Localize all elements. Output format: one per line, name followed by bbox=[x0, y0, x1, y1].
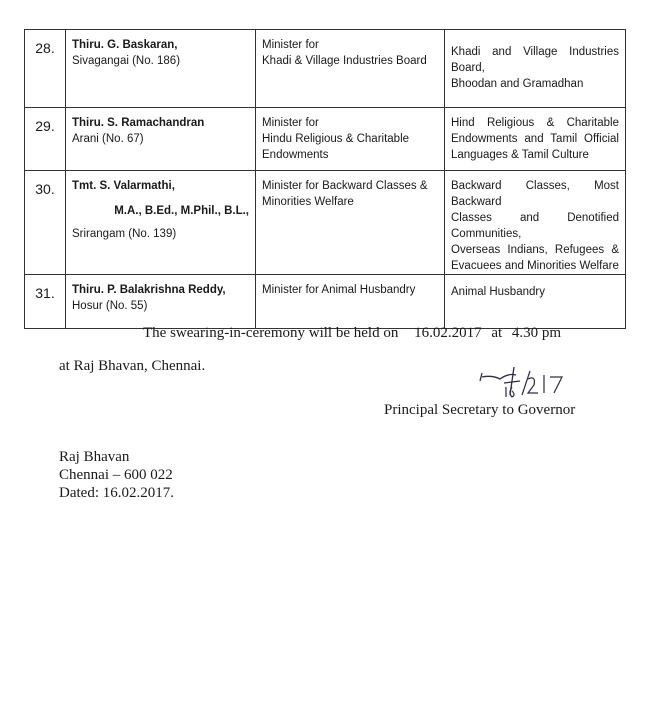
constituency: Srirangam (No. 139) bbox=[72, 228, 177, 240]
constituency: Sivagangai (No. 186) bbox=[72, 55, 181, 67]
table-row bbox=[25, 275, 626, 329]
ministers-table bbox=[24, 29, 626, 329]
portfolio-line: Animal Husbandry bbox=[451, 286, 545, 298]
post-line: Minister for bbox=[262, 117, 319, 129]
table-row bbox=[25, 171, 626, 275]
ceremony-text: The swearing-in-ceremony will be held on bbox=[143, 325, 399, 341]
table-row bbox=[25, 30, 626, 108]
footer-date: Dated: 16.02.2017. bbox=[59, 485, 174, 501]
post-cell bbox=[256, 108, 445, 171]
constituency: Arani (No. 67) bbox=[72, 133, 144, 145]
post-cell bbox=[256, 171, 445, 275]
qualifications: M.A., B.Ed., M.Phil., B.L., bbox=[114, 205, 249, 217]
portfolio-line: Evacuees and Minorities Welfare bbox=[451, 260, 619, 272]
handwritten-signature bbox=[470, 365, 590, 401]
ceremony-statement bbox=[143, 325, 561, 342]
post-line: Hindu Religious & Charitable bbox=[262, 133, 410, 145]
portfolio-line: Languages & Tamil Culture bbox=[451, 149, 589, 161]
venue: at Raj Bhavan, Chennai. bbox=[59, 358, 206, 374]
portfolio-cell bbox=[445, 275, 626, 329]
minister-name-cell bbox=[66, 275, 256, 329]
row-number: 29. bbox=[25, 108, 66, 171]
post-line: Minister for bbox=[262, 39, 319, 51]
portfolio-line: Hind Religious & Charitable bbox=[451, 117, 619, 129]
portfolio-line: Khadi and Village Industries Board, bbox=[451, 46, 619, 74]
footer-line: Chennai – 600 022 bbox=[59, 467, 173, 483]
portfolio-cell bbox=[445, 30, 626, 108]
ceremony-time: 4.30 pm bbox=[511, 325, 562, 341]
signatory-designation: Principal Secretary to Governor bbox=[384, 402, 576, 418]
footer-address bbox=[59, 448, 174, 502]
portfolio-line: Endowments and Tamil Official bbox=[451, 133, 619, 145]
portfolio-line: Overseas Indians, Refugees & bbox=[451, 244, 619, 256]
minister-name: Thiru. P. Balakrishna Reddy, bbox=[72, 284, 226, 296]
portfolio-cell bbox=[445, 171, 626, 275]
footer-line: Raj Bhavan bbox=[59, 449, 130, 465]
portfolio-line: Backward Classes, Most Backward bbox=[451, 180, 619, 208]
portfolio-line: Bhoodan and Gramadhan bbox=[451, 78, 584, 90]
post-line: Khadi & Village Industries Board bbox=[262, 55, 427, 67]
minister-name-cell bbox=[66, 108, 256, 171]
row-number: 28. bbox=[25, 30, 66, 108]
portfolio-line: Classes and Denotified Communities, bbox=[451, 212, 619, 240]
post-line: Minister for Animal Husbandry bbox=[262, 284, 416, 296]
row-number: 31. bbox=[25, 275, 66, 329]
post-cell bbox=[256, 30, 445, 108]
post-line: Endowments bbox=[262, 149, 329, 161]
constituency: Hosur (No. 55) bbox=[72, 300, 148, 312]
minister-name: Thiru. G. Baskaran, bbox=[72, 39, 178, 51]
post-line: Minorities Welfare bbox=[262, 196, 354, 208]
post-line: Minister for Backward Classes & bbox=[262, 180, 428, 192]
ceremony-date: 16.02.2017 bbox=[414, 325, 482, 341]
minister-name-cell bbox=[66, 30, 256, 108]
minister-name: Tmt. S. Valarmathi, bbox=[72, 180, 175, 192]
portfolio-cell bbox=[445, 108, 626, 171]
table-row bbox=[25, 108, 626, 171]
minister-name: Thiru. S. Ramachandran bbox=[72, 117, 205, 129]
minister-name-cell bbox=[66, 171, 256, 275]
row-number: 30. bbox=[25, 171, 66, 275]
post-cell bbox=[256, 275, 445, 329]
ceremony-at: at bbox=[491, 325, 503, 341]
